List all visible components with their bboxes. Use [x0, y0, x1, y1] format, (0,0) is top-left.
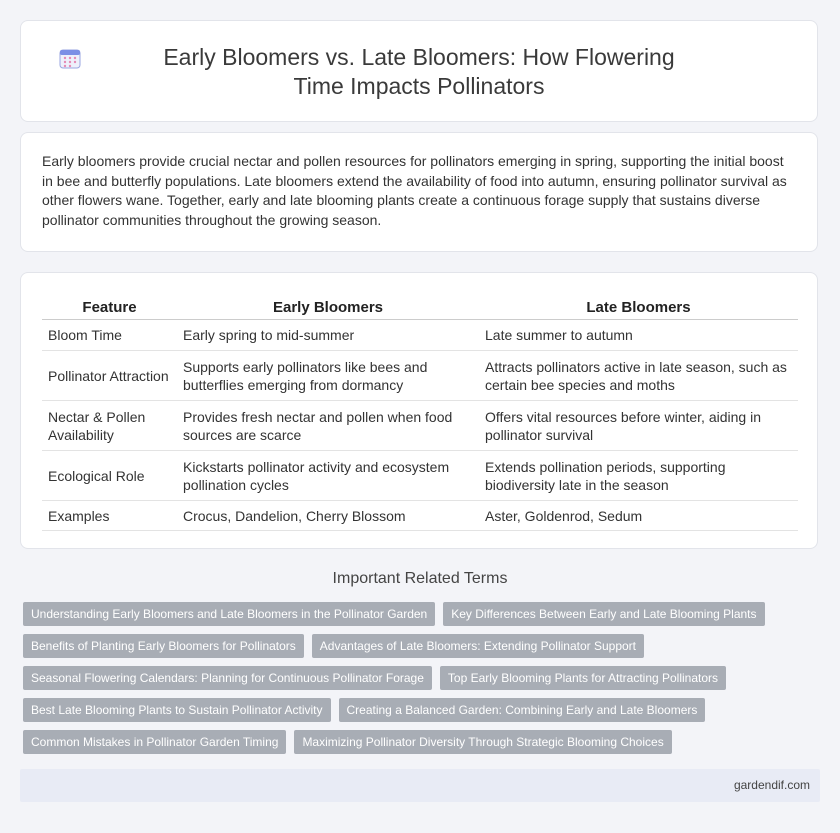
- table-cell: Early spring to mid-summer: [177, 320, 479, 351]
- related-term-link[interactable]: Advantages of Late Bloomers: Extending Pollinator Support: [312, 634, 644, 658]
- related-terms-list: [23, 602, 803, 762]
- page-title: Early Bloomers vs. Late Bloomers: How Flowering Time Impacts Pollinators: [163, 44, 675, 99]
- related-terms-title: Important Related Terms: [332, 570, 508, 587]
- table-row: [42, 351, 798, 401]
- intro-card: [20, 132, 818, 252]
- table-cell: Kickstarts pollinator activity and ecosystem pollination cycles: [177, 451, 479, 501]
- table-cell: Provides fresh nectar and pollen when food sources are scarce: [177, 401, 479, 451]
- related-term-link[interactable]: Understanding Early Bloomers and Late Bloomers in the Pollinator Garden: [23, 602, 435, 626]
- intro-text: Early bloomers provide crucial nectar and pollen resources for pollinators emerging in spring, supporting the initial boost in bee and butterfly populations. Late bloomers extend the availability of food into autumn, ensuring pollinator survival as other flowers wane. Together, early and late blooming plants create a continuous forage supply that sustains diverse pollinator communities throughout the growing season.: [42, 153, 787, 228]
- col-header-early: Early Bloomers: [177, 293, 479, 320]
- related-term-link[interactable]: Best Late Blooming Plants to Sustain Pollinator Activity: [23, 698, 331, 722]
- table-cell: Nectar & Pollen Availability: [42, 401, 177, 451]
- related-term-link[interactable]: Top Early Blooming Plants for Attracting Pollinators: [440, 666, 726, 690]
- table-cell: Offers vital resources before winter, aiding in pollinator survival: [479, 401, 798, 451]
- table-cell: Ecological Role: [42, 451, 177, 501]
- comparison-card: [20, 272, 818, 549]
- related-term-link[interactable]: Common Mistakes in Pollinator Garden Timing: [23, 730, 286, 754]
- table-cell: Extends pollination periods, supporting biodiversity late in the season: [479, 451, 798, 501]
- header-card: [20, 20, 818, 122]
- table-cell: Attracts pollinators active in late season, such as certain bee species and moths: [479, 351, 798, 401]
- table-cell: Crocus, Dandelion, Cherry Blossom: [177, 501, 479, 531]
- comparison-table: [42, 293, 798, 531]
- related-term-link[interactable]: Benefits of Planting Early Bloomers for Pollinators: [23, 634, 304, 658]
- table-cell: Late summer to autumn: [479, 320, 798, 351]
- table-row: [42, 501, 798, 531]
- table-row: [42, 401, 798, 451]
- related-term-link[interactable]: Maximizing Pollinator Diversity Through Strategic Blooming Choices: [294, 730, 671, 754]
- related-term-link[interactable]: Key Differences Between Early and Late Blooming Plants: [443, 602, 764, 626]
- table-cell: Supports early pollinators like bees and butterflies emerging from dormancy: [177, 351, 479, 401]
- site-link[interactable]: gardendif.com: [733, 778, 810, 792]
- table-cell: Aster, Goldenrod, Sedum: [479, 501, 798, 531]
- col-header-late: Late Bloomers: [479, 293, 798, 320]
- footer-bar: [20, 769, 820, 802]
- related-term-link[interactable]: Seasonal Flowering Calendars: Planning for Continuous Pollinator Forage: [23, 666, 432, 690]
- table-row: [42, 320, 798, 351]
- table-cell: Examples: [42, 501, 177, 531]
- table-row: [42, 451, 798, 501]
- col-header-feature: Feature: [42, 293, 177, 320]
- table-cell: Bloom Time: [42, 320, 177, 351]
- table-cell: Pollinator Attraction: [42, 351, 177, 401]
- related-term-link[interactable]: Creating a Balanced Garden: Combining Early and Late Bloomers: [339, 698, 706, 722]
